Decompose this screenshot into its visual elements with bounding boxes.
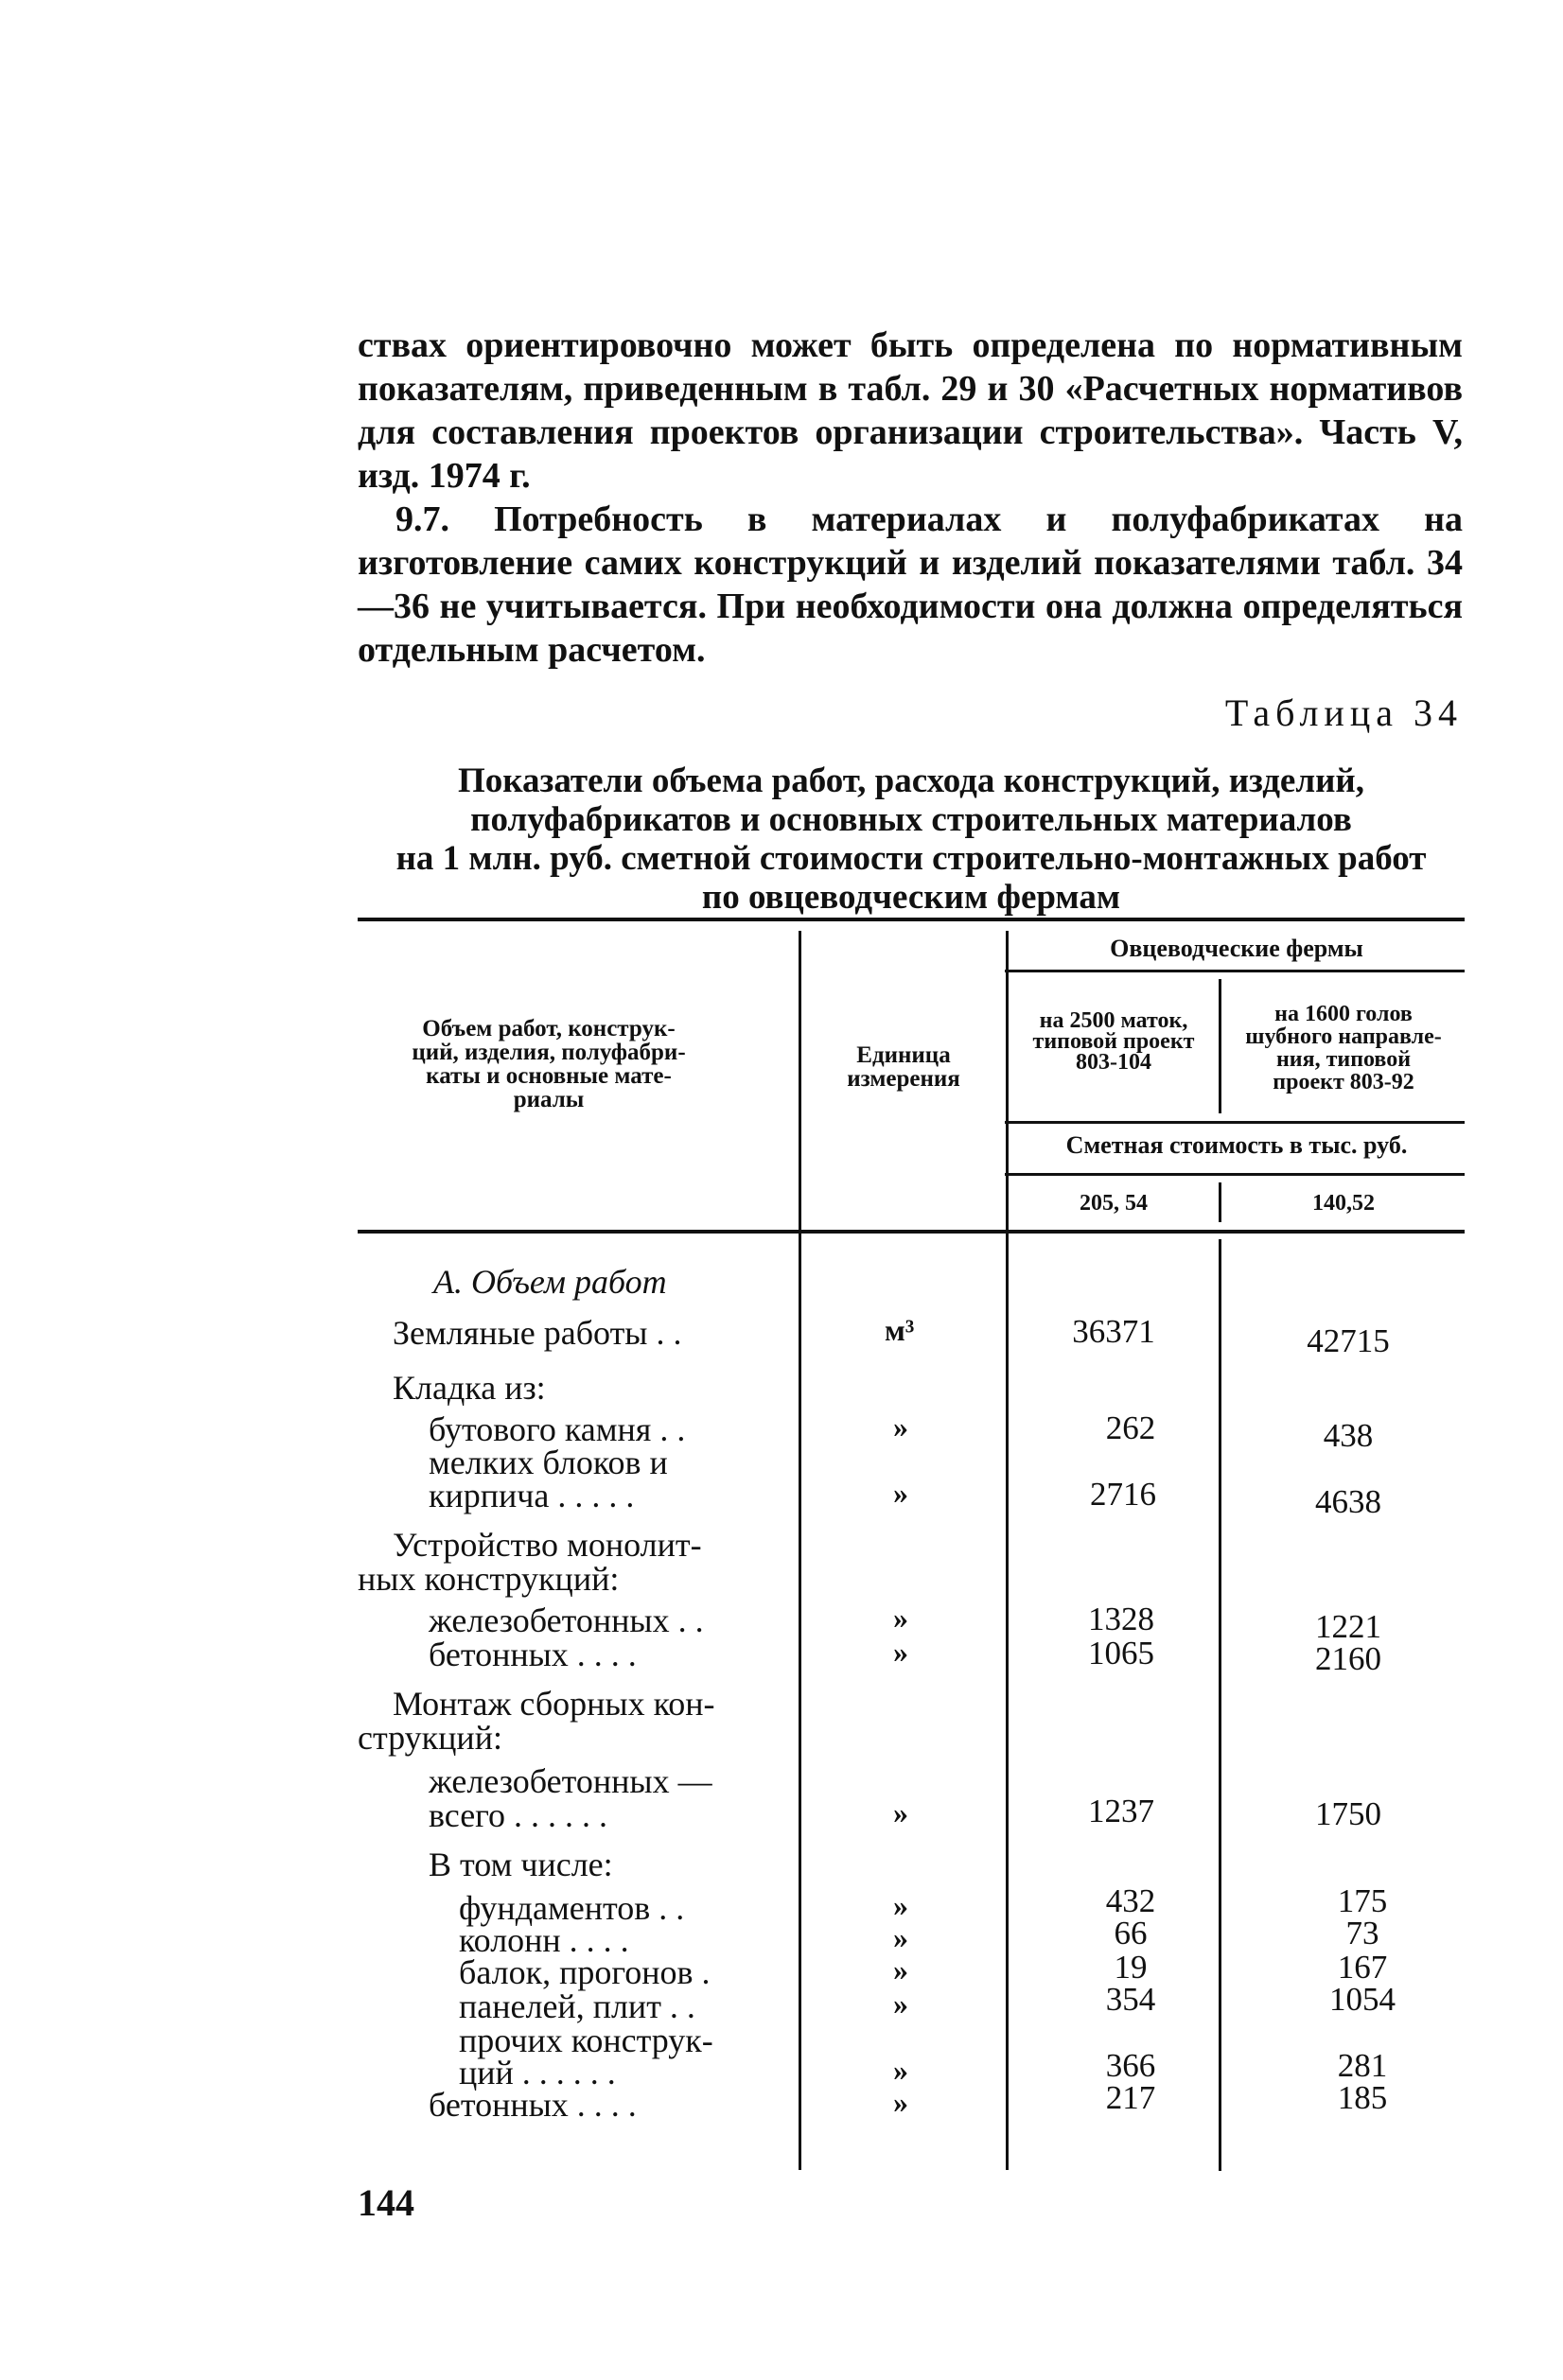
header-col-name-line: ций, изделия, полуфабри- [412, 1040, 686, 1065]
row-value-farm-1: 66 [1114, 1915, 1148, 1951]
row-label: панелей, плит . . [459, 1987, 695, 2025]
header-farm-2 [1222, 1003, 1465, 1094]
intro-text [358, 324, 1463, 672]
page-number: 144 [358, 2181, 414, 2224]
table-title-line: полуфабрикатов и основных строительных материалов [470, 800, 1352, 839]
header-farm-1 [1009, 1010, 1219, 1073]
header-col-name-line: Объем работ, конструк- [422, 1016, 676, 1041]
col-divider-1 [799, 931, 801, 2170]
row-label: железобетонных — [429, 1762, 712, 1800]
row-label: всего . . . . . . [429, 1796, 608, 1834]
row-label: бетонных . . . . [429, 1636, 637, 1673]
row-value-farm-2: 1750 [1315, 1795, 1381, 1832]
row-label: ций . . . . . . [459, 2054, 616, 2091]
table-title-line: на 1 млн. руб. сметной стоимости строительно-монтажных работ [395, 839, 1427, 878]
row-unit: » [893, 1409, 908, 1444]
header-col-name-line: риалы [513, 1087, 585, 1112]
cost-bottom-rule [1005, 1173, 1465, 1176]
row-value-farm-1: 36371 [1072, 1313, 1155, 1350]
row-value-farm-2: 438 [1323, 1417, 1374, 1454]
row-value-farm-2: 42715 [1307, 1322, 1390, 1359]
row-value-farm-2: 167 [1337, 1949, 1388, 1986]
row-value-farm-1: 1237 [1088, 1793, 1154, 1829]
table-title-line: по овцеводческим фермам [701, 878, 1121, 917]
row-value-farm-2: 73 [1345, 1915, 1379, 1951]
header-farm-1-line: типовой проект [1032, 1029, 1195, 1054]
row-unit: м³ [885, 1313, 915, 1347]
table-title [360, 761, 1463, 917]
table-title-line: Показатели объема работ, расхода конструкций, изделий, [457, 761, 1364, 800]
row-value-farm-1: 2716 [1090, 1476, 1156, 1513]
row-value-farm-1: 354 [1105, 1981, 1156, 2018]
row-label: мелких блоков и [429, 1444, 668, 1481]
row-unit: » [893, 1952, 908, 1986]
row-value-farm-1: 366 [1105, 2047, 1156, 2084]
row-unit: » [893, 2053, 908, 2087]
row-label: Устройство монолит- [393, 1526, 702, 1564]
intro-paragraph-1: ствах ориентировочно может быть определена по нормативным показателям, приведенным в табл. 29 и 30 «Расчетных нормативов для составления проектов организации строительства». Часть V, изд. 1974 г. [358, 325, 1463, 496]
row-unit: » [893, 1920, 908, 1954]
row-value-farm-2: 281 [1337, 2047, 1388, 2084]
header-col-unit-line: измерения [847, 1066, 960, 1092]
row-label: бутового камня . . [429, 1410, 686, 1448]
row-value-farm-2: 185 [1337, 2079, 1388, 2116]
header-bottom-rule [358, 1230, 1465, 1234]
group-rule [1005, 970, 1465, 972]
row-unit: » [893, 1888, 908, 1922]
row-value-farm-1: 1065 [1088, 1635, 1154, 1671]
row-label: Земляные работы . . [393, 1314, 682, 1352]
col-divider-3-body [1219, 1239, 1221, 2171]
row-value-farm-1: 432 [1105, 1882, 1156, 1919]
row-label: бетонных . . . . [429, 2086, 637, 2124]
intro-paragraph-2: 9.7. Потребность в материалах и полуфабрикатах на изготовление самих конструкций и изделий показателями табл. 34—36 не учитывается. При необходимости она должна определяться отдельным расчетом. [358, 499, 1463, 670]
row-unit: » [893, 1795, 908, 1829]
row-value-farm-1: 19 [1114, 1949, 1148, 1986]
row-value-farm-2: 4638 [1315, 1483, 1381, 1520]
row-unit: » [893, 1986, 908, 2021]
row-value-farm-1: 217 [1105, 2079, 1156, 2116]
row-label: железобетонных . . [429, 1601, 704, 1639]
header-cost-farm-2: 140,52 [1312, 1191, 1375, 1216]
header-col-unit-line: Единица [856, 1042, 951, 1068]
row-label: ных конструкций: [358, 1560, 620, 1598]
row-label: колонн . . . . [459, 1921, 629, 1959]
header-farm-2-line: шубного направле- [1245, 1024, 1442, 1049]
col-divider-2 [1006, 931, 1009, 2170]
row-label: фундаментов . . [459, 1889, 685, 1927]
header-group: Овцеводческие фермы [1110, 935, 1363, 962]
row-unit: » [893, 1601, 908, 1635]
header-col-unit [804, 1043, 1003, 1091]
table-label: Таблица 34 [1224, 691, 1463, 734]
row-label: струкций: [358, 1719, 502, 1757]
row-unit: » [893, 1635, 908, 1669]
header-col-name [360, 1017, 738, 1111]
row-unit: » [893, 1476, 908, 1510]
row-label: Монтаж сборных кон- [393, 1685, 715, 1723]
row-value-farm-1: 1328 [1088, 1601, 1154, 1637]
col-divider-3-cost [1219, 1182, 1221, 1222]
header-farm-2-line: ния, типовой [1275, 1047, 1412, 1072]
header-cost-label: Сметная стоимость в тыс. руб. [1065, 1131, 1408, 1159]
cost-top-rule [1005, 1121, 1465, 1124]
row-value-farm-2: 175 [1337, 1882, 1388, 1919]
row-value-farm-1: 262 [1105, 1409, 1156, 1446]
row-label: прочих конструк- [459, 2021, 713, 2059]
header-farm-2-line: проект 803-92 [1273, 1070, 1414, 1094]
header-farm-2-line: на 1600 голов [1274, 1002, 1413, 1026]
row-label: В том числе: [429, 1846, 613, 1883]
section-heading: А. Объем работ [433, 1263, 667, 1301]
row-value-farm-2: 1054 [1329, 1981, 1396, 2018]
table-top-rule [358, 918, 1465, 921]
row-label: кирпича . . . . . [429, 1477, 635, 1514]
header-cost-farm-1: 205, 54 [1080, 1191, 1148, 1216]
col-divider-3-header [1219, 979, 1221, 1113]
row-value-farm-2: 1221 [1315, 1608, 1381, 1645]
row-unit: » [893, 2085, 908, 2119]
header-farm-1-line: 803-104 [1076, 1050, 1151, 1075]
row-label: балок, прогонов . [459, 1953, 711, 1991]
header-farm-1-line: на 2500 маток, [1039, 1008, 1188, 1033]
row-label: Кладка из: [393, 1369, 546, 1407]
row-value-farm-2: 2160 [1315, 1640, 1381, 1677]
header-col-name-line: каты и основные мате- [426, 1063, 672, 1089]
